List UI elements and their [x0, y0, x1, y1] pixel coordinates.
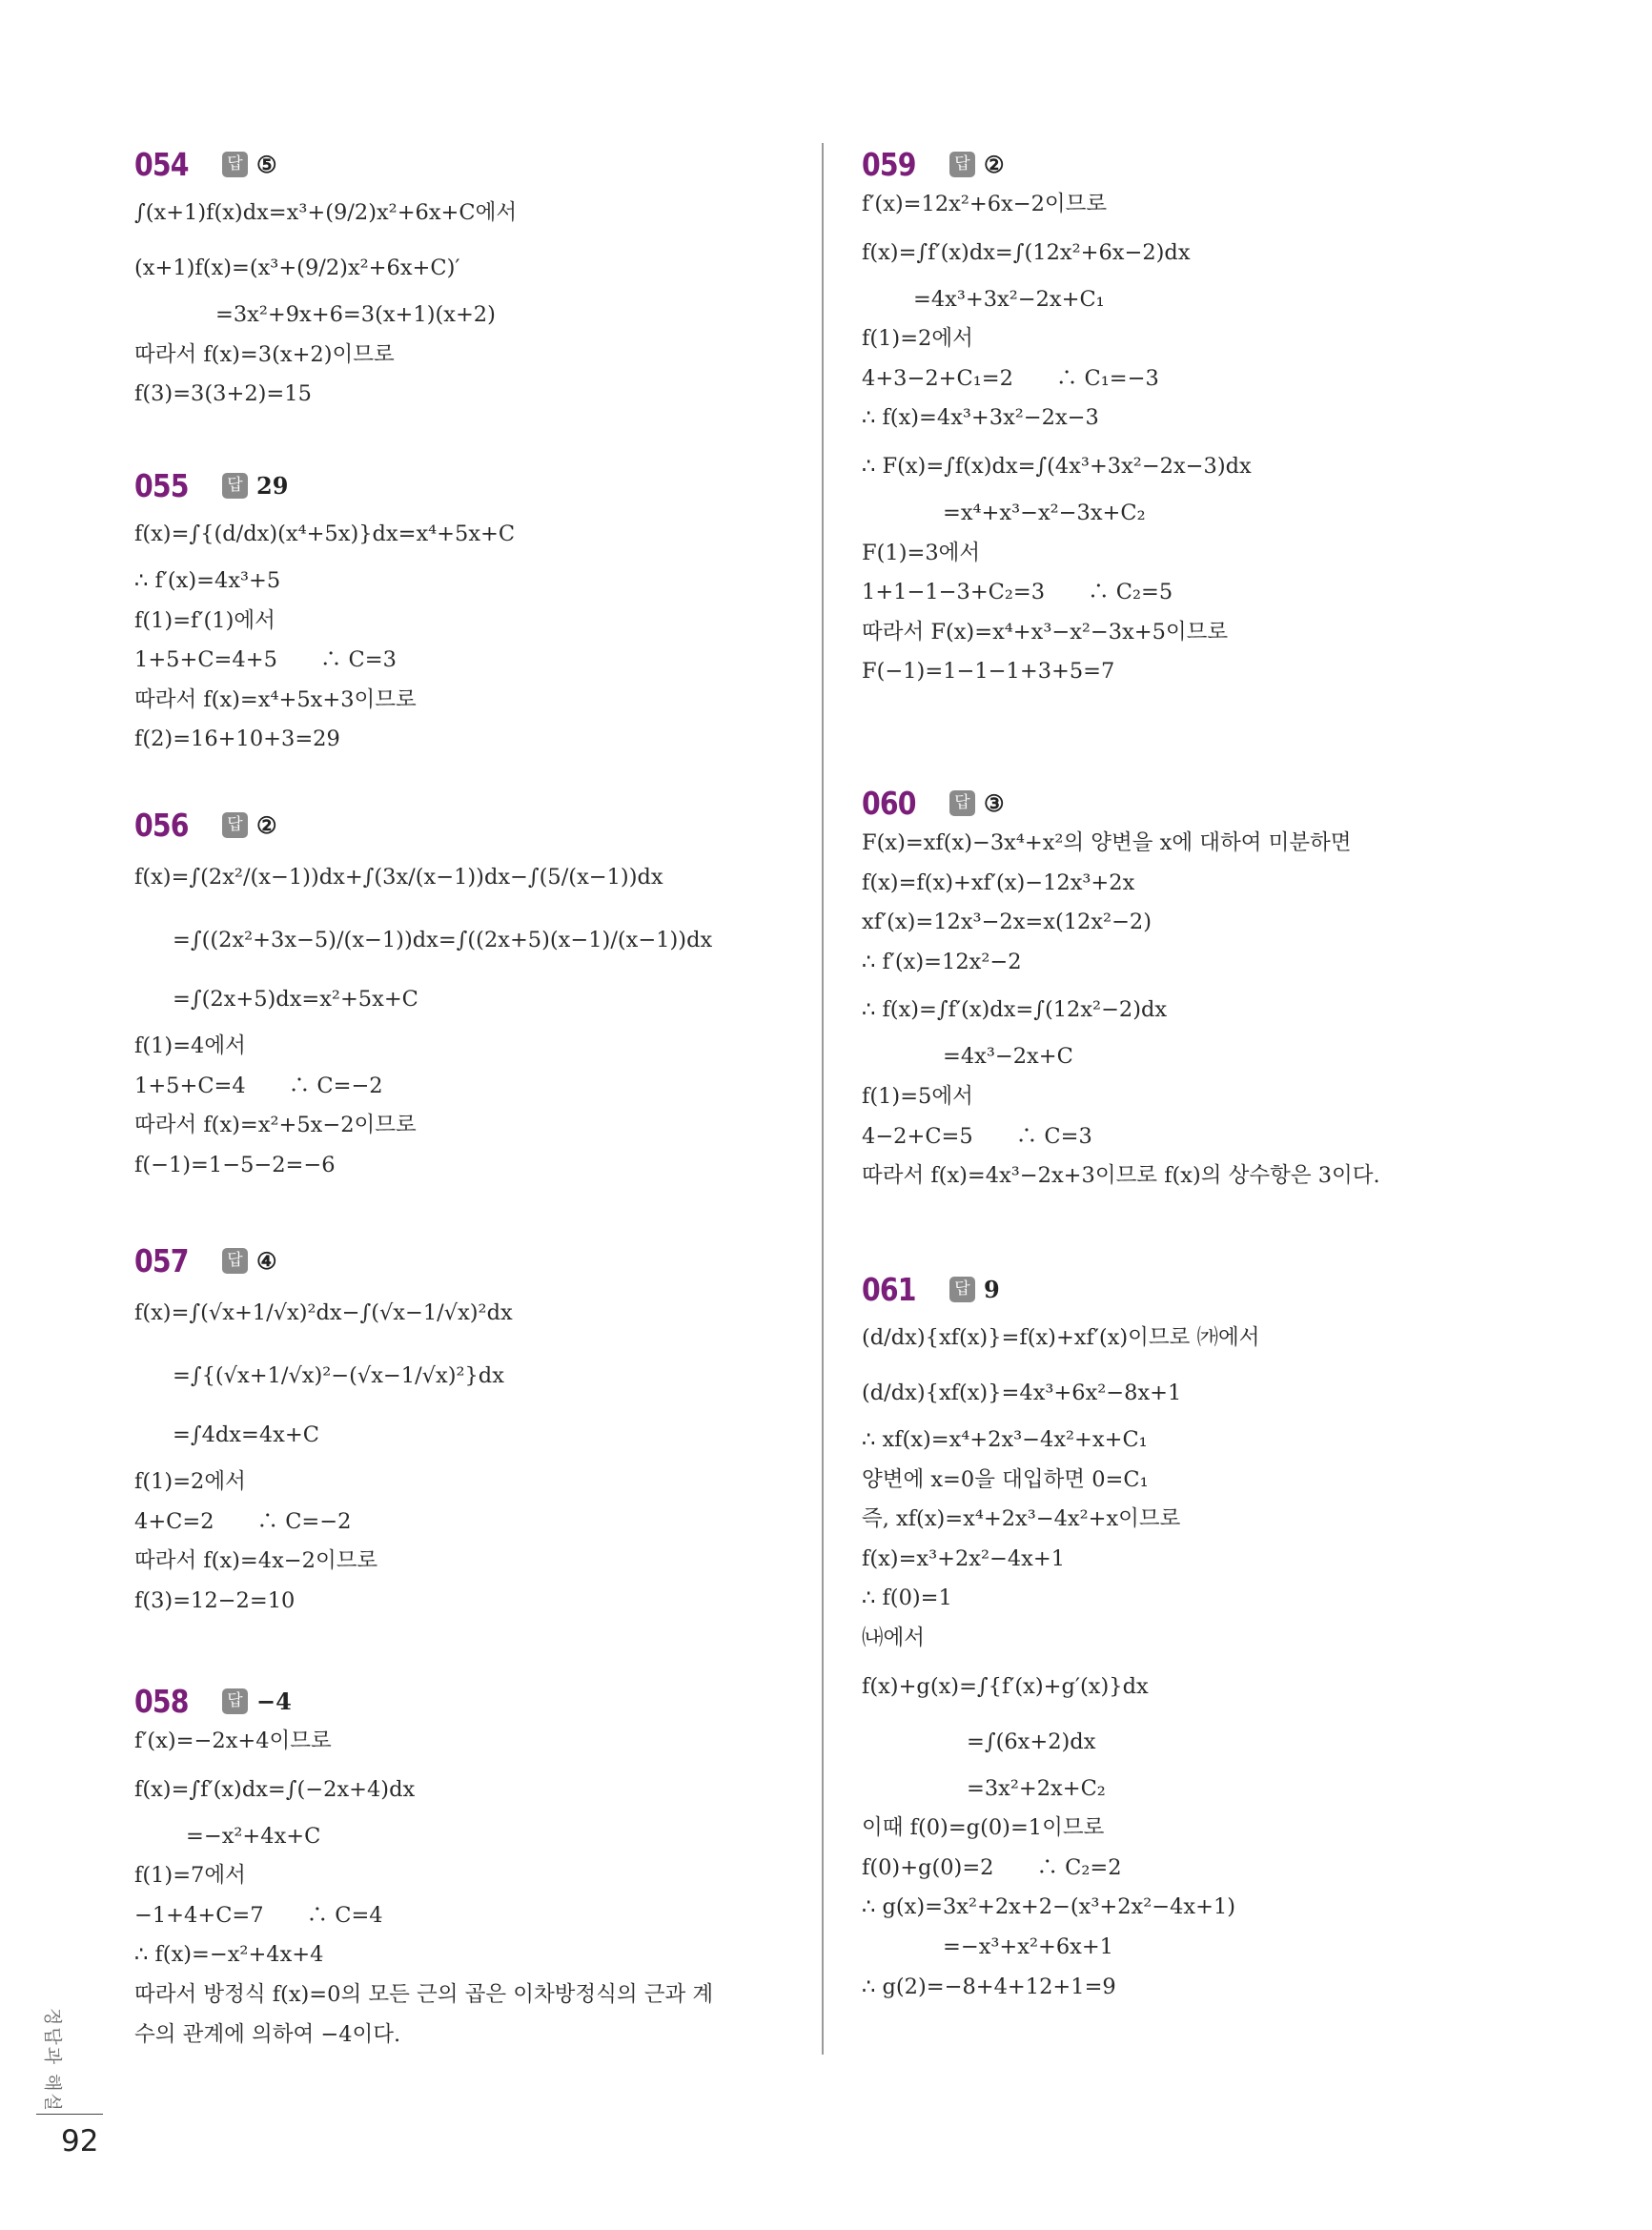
solution-line: =−x²+4x+C [186, 1823, 321, 1849]
solution-line: 따라서 f(x)=4x−2이므로 [134, 1548, 378, 1574]
solution-line: ㈏에서 [862, 1625, 925, 1650]
solution-line: =∫4dx=4x+C [173, 1422, 319, 1447]
problem-number: 056 [134, 806, 189, 844]
problem-header [134, 143, 802, 185]
solution-line: 양변에 x=0을 대입하면 0=C₁ [862, 1466, 1149, 1492]
solution-line: (d/dx){xf(x)}=4x³+6x²−8x+1 [862, 1381, 1182, 1405]
solution-line: 따라서 방정식 f(x)=0의 모든 근의 곱은 이차방정식의 근과 계 [134, 1981, 714, 2007]
solution-line: f(x)+g(x)=∫{f′(x)+g′(x)}dx [862, 1673, 1149, 1699]
answer-tag-icon: 답 [222, 152, 248, 177]
solution-line: −1+4+C=7 ∴ C=4 [134, 1902, 383, 1928]
solution-line: f(x)=x³+2x²−4x+1 [862, 1545, 1066, 1571]
solution-line: (d/dx){xf(x)}=f(x)+xf′(x)이므로 ㈎에서 [862, 1325, 1260, 1350]
solution-line: =−x³+x²+6x+1 [943, 1933, 1114, 1959]
solution-line: =3x²+2x+C₂ [967, 1775, 1106, 1801]
problem-header [862, 1268, 1529, 1310]
problem-054 [134, 143, 802, 415]
problem-number: 059 [862, 145, 916, 183]
problem-055 [134, 464, 802, 760]
solution-line: f(1)=7에서 [134, 1863, 246, 1889]
solution-line: f(1)=f′(1)에서 [134, 607, 275, 633]
solution-line: 즉, xf(x)=x⁴+2x³−4x²+x이므로 [862, 1506, 1181, 1532]
problem-header [134, 1680, 802, 1722]
solution-line: f(1)=4에서 [134, 1033, 246, 1058]
solution-line: ∴ f′(x)=4x³+5 [134, 568, 281, 593]
solution-line: ∴ g(x)=3x²+2x+2−(x³+2x²−4x+1) [862, 1894, 1236, 1920]
problem-number: 057 [134, 1241, 189, 1279]
solution-line: f(1)=2에서 [862, 326, 973, 352]
problem-058 [134, 1680, 802, 2055]
solution-line: f(−1)=1−5−2=−6 [134, 1152, 336, 1177]
problem-number: 060 [862, 784, 916, 822]
solution-line: xf′(x)=12x³−2x=x(12x²−2) [862, 910, 1152, 935]
solution-line: 따라서 f(x)=x⁴+5x+3이므로 [134, 686, 417, 712]
solution-line: 따라서 f(x)=3(x+2)이므로 [134, 341, 395, 367]
solution-line: 1+5+C=4 ∴ C=−2 [134, 1073, 383, 1098]
answer-tag-icon: 답 [222, 1688, 248, 1714]
solution-line: ∴ F(x)=∫f(x)dx=∫(4x³+3x²−2x−3)dx [862, 453, 1252, 479]
solution-line: F(x)=xf(x)−3x⁴+x²의 양변을 x에 대하여 미분하면 [862, 830, 1352, 855]
problem-059 [862, 143, 1529, 692]
solution-line: F(1)=3에서 [862, 540, 981, 565]
solution-line: ∴ f(x)=−x²+4x+4 [134, 1942, 324, 1968]
solution-line: 따라서 f(x)=4x³−2x+3이므로 f(x)의 상수항은 3이다. [862, 1163, 1380, 1189]
side-label [36, 2008, 88, 2118]
solution-line: f(2)=16+10+3=29 [134, 726, 340, 752]
solution-line: ∴ xf(x)=x⁴+2x³−4x²+x+C₁ [862, 1427, 1148, 1452]
solution-line: 4−2+C=5 ∴ C=3 [862, 1123, 1092, 1149]
answer-tag-icon: 답 [222, 1248, 248, 1274]
solution-line: f(3)=12−2=10 [134, 1587, 296, 1613]
solution-line: f(x)=∫(√x+1/√x)²dx−∫(√x−1/√x)²dx [134, 1300, 513, 1325]
solution-line: ∫(x+1)f(x)dx=x³+(9/2)x²+6x+C에서 [134, 200, 518, 225]
problem-number: 061 [862, 1270, 916, 1308]
solution-line: f(1)=2에서 [134, 1469, 246, 1494]
solution-line: F(−1)=1−1−1+3+5=7 [862, 659, 1115, 685]
answer-value: ④ [256, 1246, 277, 1275]
solution-line: f(x)=f(x)+xf′(x)−12x³+2x [862, 869, 1135, 895]
problem-header [134, 1239, 802, 1281]
solution-line: 따라서 f(x)=x²+5x−2이므로 [134, 1113, 417, 1138]
solution-line: 이때 f(0)=g(0)=1이므로 [862, 1815, 1105, 1841]
solution-line: f′(x)=−2x+4이므로 [134, 1729, 332, 1753]
solution-line: f(1)=5에서 [862, 1083, 973, 1109]
answer-value: ③ [984, 788, 1005, 817]
solution-line: f(x)=∫f′(x)dx=∫(12x²+6x−2)dx [862, 239, 1191, 265]
solution-line: (x+1)f(x)=(x³+(9/2)x²+6x+C)′ [134, 256, 460, 280]
solution-line: f′(x)=12x²+6x−2이므로 [862, 192, 1108, 216]
problem-number: 058 [134, 1682, 189, 1720]
solution-line: ∴ f′(x)=12x²−2 [862, 949, 1022, 974]
page-number: 92 [61, 2124, 99, 2158]
answer-tag-icon: 답 [949, 1277, 975, 1302]
problem-number: 054 [134, 145, 189, 183]
answer-tag-icon: 답 [222, 812, 248, 838]
solution-line: =x⁴+x³−x²−3x+C₂ [943, 500, 1146, 525]
answer-tag-icon: 답 [949, 152, 975, 177]
solution-line: ∴ f(0)=1 [862, 1586, 952, 1611]
answer-value: ② [256, 810, 277, 839]
answer-value: −4 [256, 1687, 292, 1715]
solution-line: =∫(2x+5)dx=x²+5x+C [173, 987, 418, 1012]
solution-line: f(x)=∫{(d/dx)(x⁴+5x)}dx=x⁴+5x+C [134, 522, 516, 546]
solution-line: =4x³−2x+C [943, 1044, 1073, 1070]
problem-061 [862, 1268, 1529, 2007]
solution-line: f(3)=3(3+2)=15 [134, 381, 312, 407]
solution-line: =∫(6x+2)dx [967, 1729, 1096, 1754]
solution-line: 1+5+C=4+5 ∴ C=3 [134, 647, 397, 673]
problem-header [862, 143, 1529, 185]
problem-header [134, 804, 802, 846]
answer-tag-icon: 답 [222, 473, 248, 499]
solution-line: =∫{(√x+1/√x)²−(√x−1/√x)²}dx [173, 1363, 504, 1388]
footer-rule [36, 2114, 103, 2115]
answer-value: ② [984, 150, 1005, 178]
solution-line: f(x)=∫f′(x)dx=∫(−2x+4)dx [134, 1776, 416, 1802]
problem-header [134, 464, 802, 506]
solution-line: =4x³+3x²−2x+C₁ [913, 286, 1105, 312]
solution-line: ∴ f(x)=4x³+3x²−2x−3 [862, 405, 1099, 431]
solution-line: f(x)=∫(2x²/(x−1))dx+∫(3x/(x−1))dx−∫(5/(x−1))dx [134, 865, 663, 890]
problem-057 [134, 1239, 802, 1621]
solution-line: 4+C=2 ∴ C=−2 [134, 1508, 352, 1534]
problem-060 [862, 782, 1529, 1197]
problem-header [862, 782, 1529, 824]
solution-line: =3x²+9x+6=3(x+1)(x+2) [215, 302, 496, 327]
answer-tag-icon: 답 [949, 790, 975, 816]
answer-value: 29 [256, 471, 289, 500]
solution-line: 따라서 F(x)=x⁴+x³−x²−3x+5이므로 [862, 619, 1229, 644]
solution-line: f(0)+g(0)=2 ∴ C₂=2 [862, 1854, 1122, 1880]
solution-line: =∫((2x²+3x−5)/(x−1))dx=∫((2x+5)(x−1)/(x−1))dx [173, 928, 713, 952]
solution-line: ∴ g(2)=−8+4+12+1=9 [862, 1974, 1116, 1999]
solution-line: ∴ f(x)=∫f′(x)dx=∫(12x²−2)dx [862, 997, 1168, 1023]
side-label-text: 정답과 해설 [42, 2008, 63, 2113]
problem-number: 055 [134, 466, 189, 504]
answer-value: 9 [984, 1275, 1000, 1303]
solution-line: 수의 관계에 의하여 −4이다. [134, 2021, 401, 2047]
solution-line: 1+1−1−3+C₂=3 ∴ C₂=5 [862, 580, 1173, 605]
answer-value: ⑤ [256, 150, 277, 178]
problem-056 [134, 804, 802, 1185]
solution-line: 4+3−2+C₁=2 ∴ C₁=−3 [862, 365, 1159, 391]
column-divider [822, 143, 824, 2055]
